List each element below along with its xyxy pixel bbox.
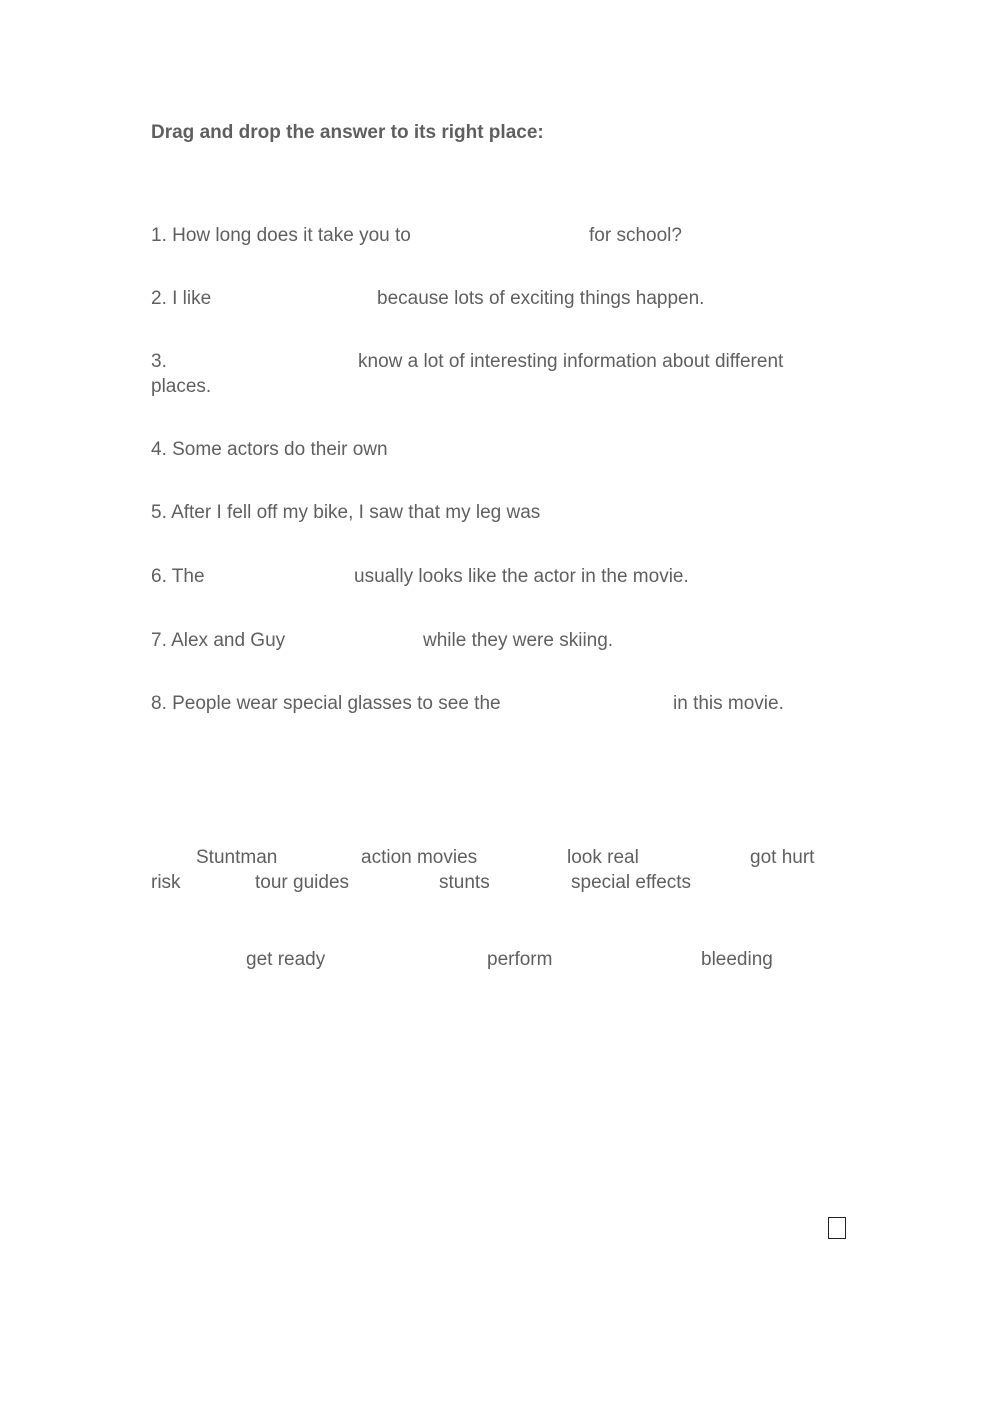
question-1-text-before: 1. How long does it take you to [151, 225, 411, 246]
word-bank-item[interactable]: special effects [571, 872, 692, 893]
worksheet-title: Drag and drop the answer to its right place: [151, 122, 544, 143]
word-bank-item[interactable]: Stuntman [196, 847, 278, 868]
word-bank-item[interactable]: got hurt [750, 847, 815, 868]
question-8-drop-slot[interactable] [527, 690, 667, 716]
question-3-text-continuation: places. [151, 376, 212, 397]
question-3-text-after: know a lot of interesting information about different [358, 351, 784, 372]
question-3-drop-slot[interactable] [172, 348, 352, 374]
word-bank-item[interactable]: get ready [246, 949, 326, 970]
question-2-drop-slot[interactable] [220, 285, 370, 311]
question-5-drop-slot[interactable] [571, 499, 721, 525]
word-bank-item[interactable]: action movies [361, 847, 478, 868]
word-bank-item[interactable]: tour guides [255, 872, 350, 893]
question-6-text-after: usually looks like the actor in the movie. [354, 566, 689, 587]
question-8-text-after: in this movie. [673, 693, 784, 714]
question-7-drop-slot[interactable] [300, 627, 416, 653]
question-7-text-after: while they were skiing. [423, 630, 614, 651]
question-1-drop-slot[interactable] [432, 222, 582, 248]
question-2-text-after: because lots of exciting things happen. [377, 288, 705, 309]
question-4-text-before: 4. Some actors do their own [151, 439, 388, 460]
question-6-drop-slot[interactable] [214, 563, 348, 589]
word-bank-item[interactable]: perform [487, 949, 553, 970]
question-8-text-before: 8. People wear special glasses to see the [151, 693, 501, 714]
check-box[interactable] [828, 1217, 846, 1239]
question-4-drop-slot[interactable] [408, 436, 558, 462]
question-2-text-before: 2. I like [151, 288, 212, 309]
question-1-text-after: for school? [589, 225, 682, 246]
question-5-text-before: 5. After I fell off my bike, I saw that my leg was [151, 502, 541, 523]
word-bank-item[interactable]: risk [151, 872, 181, 893]
question-3-text-before: 3. [151, 351, 167, 372]
word-bank-item[interactable]: bleeding [701, 949, 773, 970]
word-bank-item[interactable]: stunts [439, 872, 490, 893]
word-bank-item[interactable]: look real [567, 847, 639, 868]
question-6-text-before: 6. The [151, 566, 205, 587]
question-7-text-before: 7. Alex and Guy [151, 630, 286, 651]
